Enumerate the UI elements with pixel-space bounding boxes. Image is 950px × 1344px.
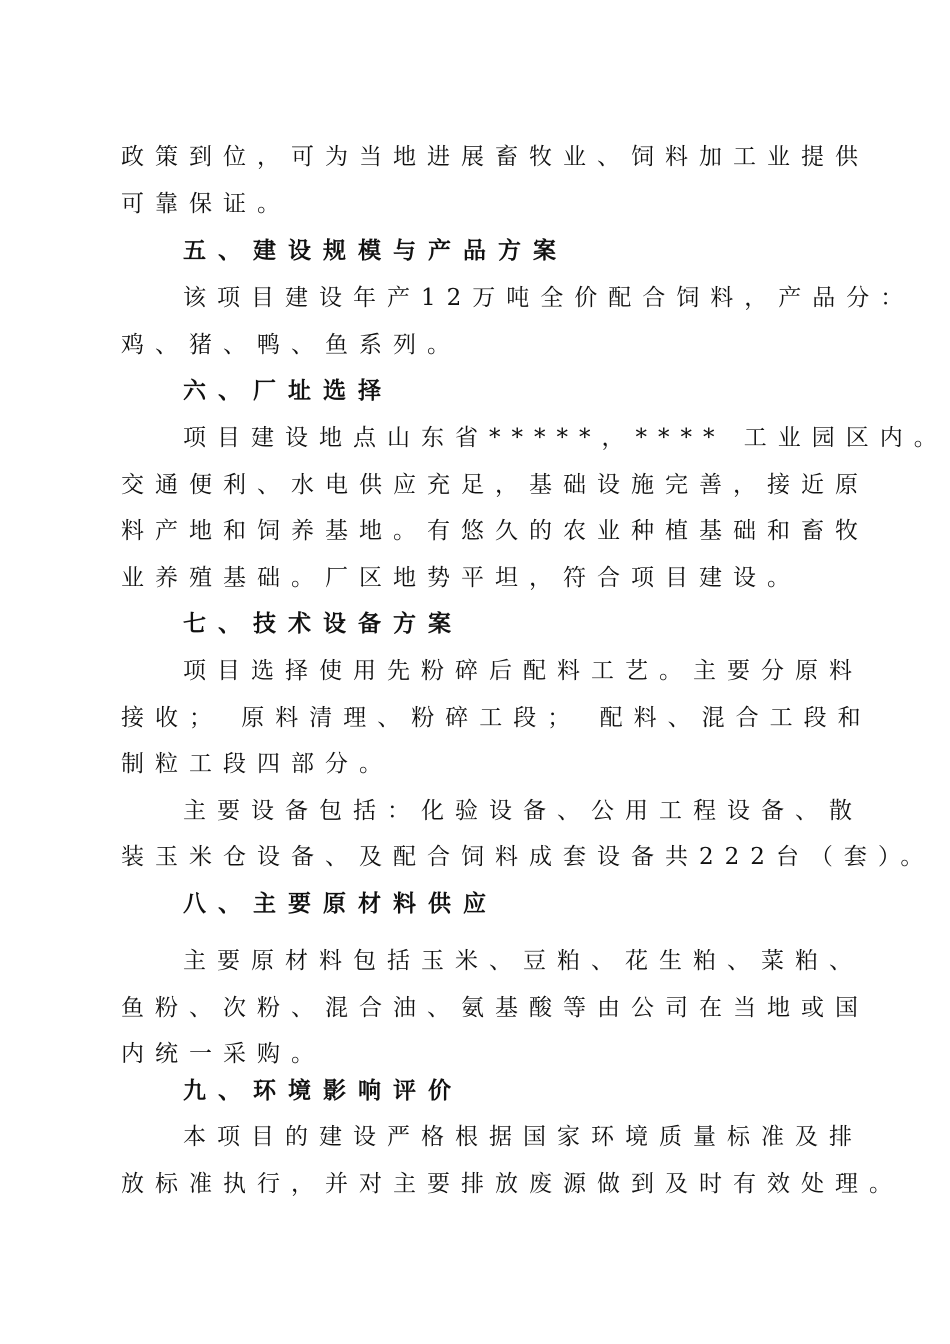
paragraph-site-line-4: 业养殖基础。厂区地势平坦，符合项目建设。	[121, 565, 801, 591]
paragraph-env-line-1: 本项目的建设严格根据国家环境质量标准及排	[183, 1124, 863, 1150]
paragraph-material-line-1: 主要原材料包括玉米、豆粕、花生粕、菜粕、	[183, 948, 863, 974]
paragraph-site-line-3: 料产地和饲养基地。有悠久的农业种植基础和畜牧	[121, 518, 869, 544]
paragraph-tech-line-2: 接收； 原料清理、粉碎工段； 配料、混合工段和	[121, 705, 872, 731]
section-heading-5: 五、建设规模与产品方案	[183, 238, 568, 264]
paragraph-site-line-2: 交通便利、水电供应充足，基础设施完善，接近原	[121, 472, 869, 498]
paragraph-policy-line-2: 可靠保证。	[121, 191, 291, 217]
paragraph-material-line-2: 鱼粉、次粉、混合油、氨基酸等由公司在当地或国	[121, 995, 869, 1021]
section-heading-8: 八、主要原材料供应	[183, 891, 498, 917]
paragraph-material-line-3: 内统一采购。	[121, 1041, 325, 1067]
section-heading-9: 九、环境影响评价	[183, 1078, 463, 1104]
paragraph-site-line-1: 项目建设地点山东省*****，**** 工业园区内。	[183, 425, 948, 451]
paragraph-equip-line-1: 主要设备包括：化验设备、公用工程设备、散	[183, 798, 863, 824]
paragraph-scale-line-1: 该项目建设年产12万吨全价配合饲料，产品分：	[183, 285, 915, 311]
paragraph-scale-line-2: 鸡、猪、鸭、鱼系列。	[121, 332, 461, 358]
paragraph-policy-line-1: 政策到位，可为当地进展畜牧业、饲料加工业提供	[121, 144, 869, 170]
paragraph-tech-line-3: 制粒工段四部分。	[121, 751, 393, 777]
section-heading-7: 七、技术设备方案	[183, 611, 463, 637]
paragraph-env-line-2: 放标准执行，并对主要排放废源做到及时有效处理。	[121, 1171, 903, 1197]
section-heading-6: 六、厂址选择	[183, 378, 393, 404]
paragraph-equip-line-2: 装玉米仓设备、及配合饲料成套设备共222台（套）。	[121, 844, 935, 870]
paragraph-tech-line-1: 项目选择使用先粉碎后配料工艺。主要分原料	[183, 658, 863, 684]
